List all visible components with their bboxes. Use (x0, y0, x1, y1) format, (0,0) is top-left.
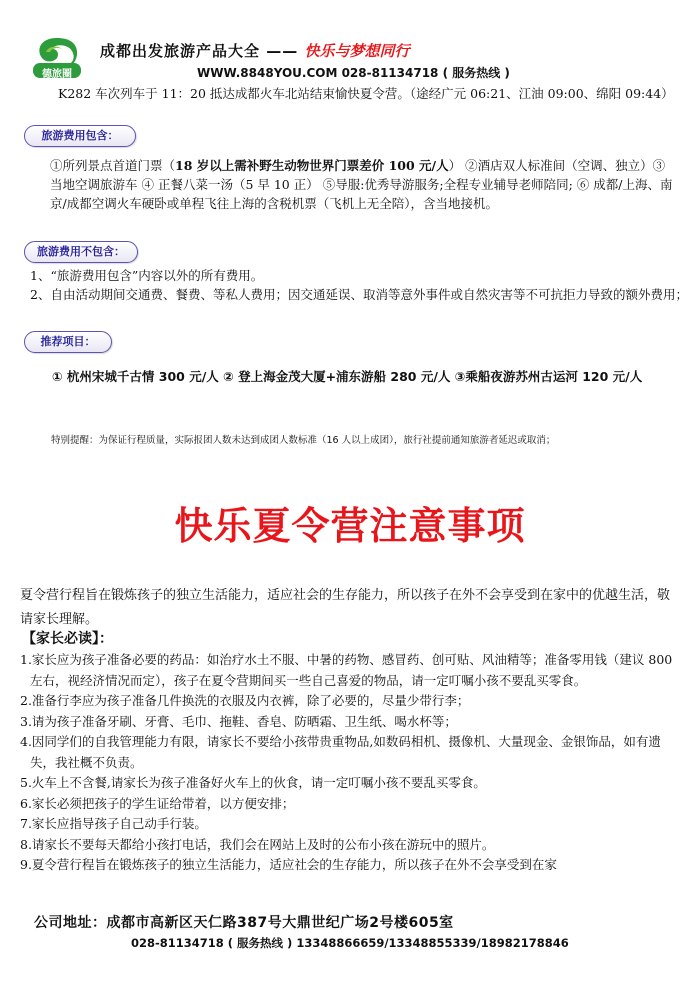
company-logo (32, 36, 82, 80)
included-text-part-2: ） ②酒店双人标准间（空调、独立）③ 当地空调旅游车 ④ 正餐八菜一汤（5 早 10 正） ⑤导服:优秀导游服务;全程专业辅导老师陪同; ⑥ 成都/上海、南京/成都空调火车硬卧或单程飞往上海的含税机票（飞机上无全陪），含当地接机。 (50, 158, 673, 211)
notice-item: 5.火车上不含餐,请家长为孩子准备好火车上的伙食，请一定叮嘱小孩不要乱买零食。 (20, 775, 486, 790)
notice-item: 8.请家长不要每天都给小孩打电话，我们会在网站上及时的公布小孩在游玩中的照片。 (20, 836, 495, 852)
included-text-part-1: ①所列景点首道门票（ (50, 158, 176, 173)
train-info: K282 车次列车于 11：20 抵达成都火车北站结束愉快夏令营。（途经广元 06:21、江油 09:00、绵阳 09:44） (58, 86, 674, 101)
notice-item: 9.夏令营行程旨在锻炼孩子的独立生活能力，适应社会的生存能力，所以孩子在外不会享受到在家 (20, 857, 557, 872)
excluded-item: 1、“旅游费用包含”内容以外的所有费用。 (30, 268, 264, 283)
special-reminder: 特别提醒：为保证行程质量，实际报团人数未达到成团人数标准（16 人以上成团），旅行社提前通知旅游者延迟或取消； (51, 435, 556, 446)
excluded-label: 旅游费用不包含： (24, 241, 138, 263)
company-address: 公司地址：成都市高新区天仁路387号大鼎世纪广场2号楼605室 (34, 915, 454, 931)
notice-list (20, 650, 684, 876)
header-slogan: 快乐与梦想同行 (304, 42, 410, 60)
header-title (100, 40, 409, 61)
notice-item: 3.请为孩子准备牙刷、牙膏、毛巾、拖鞋、香皂、防晒霜、卫生纸、喝水杯等； (20, 713, 457, 729)
header-website-hotline: WWW.8848YOU.COM 028-81134718 ( 服务热线 ) (197, 66, 510, 80)
recommend-text: ① 杭州宋城千古情 300 元/人 ② 登上海金茂大厦+浦东游船 280 元/人 ③乘船夜游苏州古运河 120 元/人 (52, 369, 643, 384)
logo-text: 德旅圈 (42, 69, 72, 80)
included-label: 旅游费用包含： (24, 125, 136, 147)
notice-item: 4.因同学们的自我管理能力有限，请家长不要给小孩带贵重物品,如数码相机、摄像机、大量现金、金银饰品，如有遗失，我社概不负责。 (20, 734, 661, 770)
included-text (50, 156, 676, 213)
recommend-items (50, 366, 680, 388)
notice-item: 2.准备行李应为孩子准备几件换洗的衣服及内衣裤，除了必要的，尽量少带行李； (20, 693, 470, 708)
company-phones: 028-81134718 ( 服务热线 ) 13348866659/13348855339/18982178846 (131, 936, 569, 950)
notice-title: 快乐夏令营注意事项 (174, 504, 526, 548)
notice-item: 7.家长应指导孩子自己动手行装。 (20, 816, 207, 831)
header-title-text: 成都出发旅游产品大全 —— (100, 42, 305, 60)
recommend-label: 推荐项目： (24, 331, 112, 353)
notice-intro: 夏令营行程旨在锻炼孩子的独立生活能力，适应社会的生存能力，所以孩子在外不会享受到在家中的优越生活，敬请家长理解。 (20, 588, 671, 627)
parents-heading: 【家长必读】： (22, 631, 113, 647)
notice-item: 6.家长必须把孩子的学生证给带着，以方便安排； (20, 795, 295, 811)
included-text-bold: 18 岁以上需补野生动物世界门票差价 100 元/人 (175, 158, 449, 173)
notice-item: 1.家长应为孩子准备必要的药品：如治疗水土不服、中暑的药物、感冒药、创可贴、风油精等；准备零用钱（建议 800 左右，视经济情况而定），孩子在夏令营期间买一些自己喜爱的物品，请一定叮嘱小孩不要乱买零食。 (20, 652, 673, 688)
excluded-item: 2、自由活动期间交通费、餐费、等私人费用；因交通延误、取消等意外事件或自然灾害等不可抗拒力导致的额外费用； (30, 287, 688, 302)
